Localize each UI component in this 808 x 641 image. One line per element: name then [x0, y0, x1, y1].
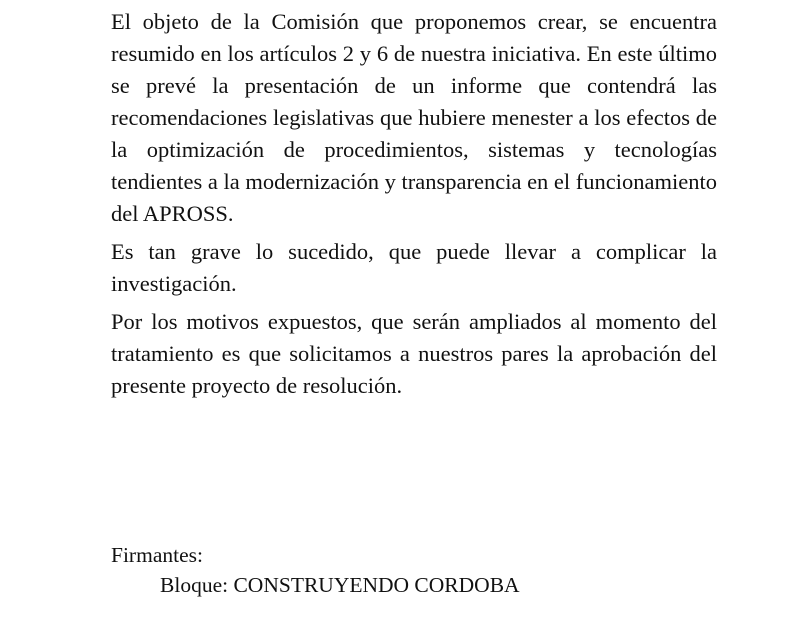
bloque-line	[111, 570, 520, 600]
bloque-prefix: Bloque:	[160, 573, 229, 597]
document-body	[111, 6, 717, 408]
paragraph-commission-object: El objeto de la Comisión que proponemos crear, se encuentra resumido en los artículos 2 y 6 de nuestra iniciativa. En este último se prevé la presentación de un informe que contendrá las recomendaciones legislativas que hubiere menester a los efectos de la optimización de procedimientos, sistemas y tecnologías tendientes a la modernización y transparencia en el funcionamiento del APROSS.	[111, 9, 717, 226]
paragraph-request-approval: Por los motivos expuestos, que serán ampliados al momento del tratamiento es que solicitamos a nuestros pares la aprobación del presente proyecto de resolución.	[111, 309, 717, 398]
signers-block	[111, 540, 520, 600]
paragraph-severity: Es tan grave lo sucedido, que puede llevar a complicar la investigación.	[111, 239, 717, 296]
signers-label: Firmantes:	[111, 543, 203, 567]
bloque-name: CONSTRUYENDO CORDOBA	[233, 573, 520, 597]
